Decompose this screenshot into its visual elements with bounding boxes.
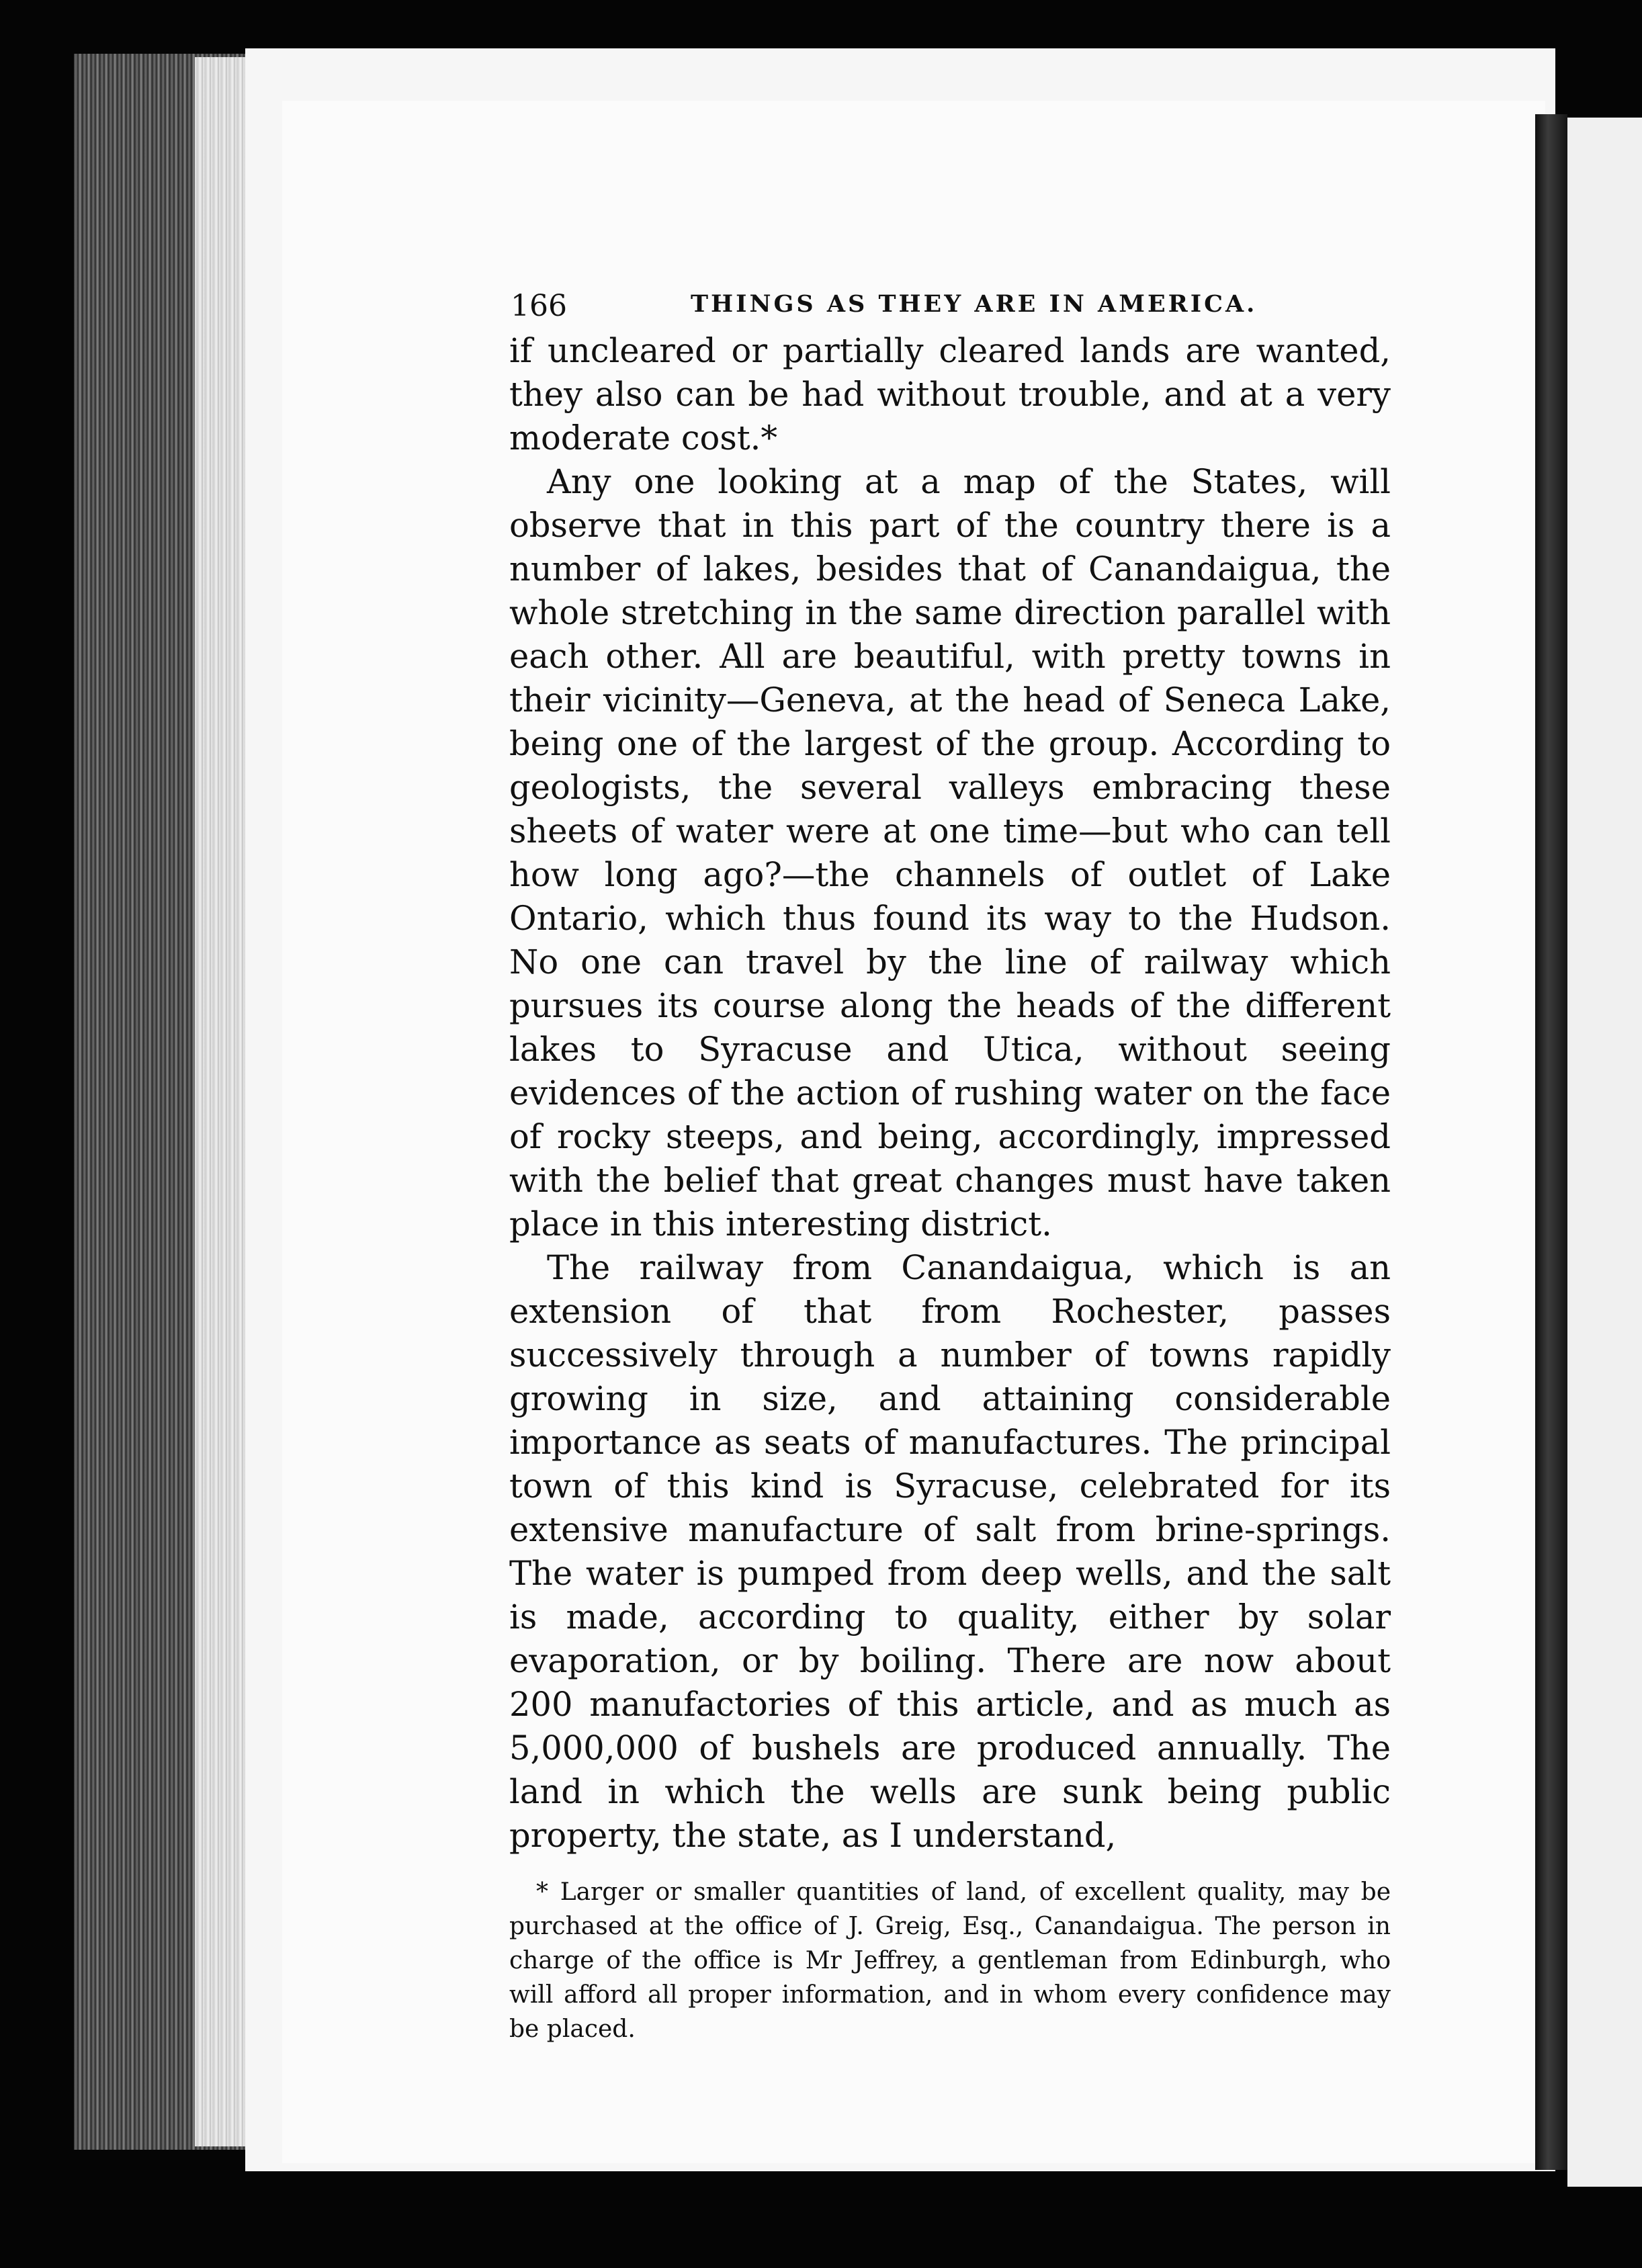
- paragraph: if uncleared or partially cleared lands are wanted, they also can be had without trouble, and at a very moderate cost.*: [509, 331, 1391, 457]
- paragraph: The railway from Canandaigua, which is an extension of that from Rochester, passes successively through a number of towns rapidly growing in size, and attaining considerable importance as seats of manufactures. The principal town of this kind is Syracuse, celebrated for its extensive manufacture of salt from brine-springs. The water is pumped from deep wells, and the salt is made, according to quality, either by solar evaporation, or by boiling. There are now about 200 manufactories of this article, and as much as 5,000,000 of bushels are produced annually. The land in which the wells are sunk being public property, the state, as I understand,: [509, 1248, 1391, 1855]
- footnote: [509, 1875, 1391, 2046]
- running-head: THINGS AS THEY ARE IN AMERICA.: [691, 290, 1258, 318]
- footnote-text: * Larger or smaller quantities of land, of excellent quality, may be purchased at the office of J. Greig, Esq., Canandaigua. The person in charge of the office is Mr Jeffrey, a gentleman from Edinburgh, who will afford all proper information, and in whom every confidence may be placed.: [509, 1878, 1391, 2043]
- gutter-shadow: [1535, 114, 1567, 2170]
- page-header: [509, 282, 1391, 329]
- page-number: 166: [511, 289, 567, 323]
- page-text-block: [509, 282, 1391, 2046]
- facing-page-edge: [1567, 118, 1642, 2187]
- paragraph: Any one looking at a map of the States, will observe that in this part of the country there is a number of lakes, besides that of Canandaigua, the whole stretching in the same direction parallel with each other. All are beautiful, with pretty towns in their vicinity—Geneva, at the head of Seneca Lake, being one of the largest of the group. According to geologists, the several valleys embracing these sheets of water were at one time—but who can tell how long ago?—the channels of outlet of Lake Ontario, which thus found its way to the Hudson. No one can travel by the line of railway which pursues its course along the heads of the different lakes to Syracuse and Utica, without seeing evidences of the action of rushing water on the face of rocky steeps, and being, accordingly, impressed with the belief that great changes must have taken place in this interesting district.: [509, 462, 1391, 1244]
- body-text: [509, 329, 1391, 1858]
